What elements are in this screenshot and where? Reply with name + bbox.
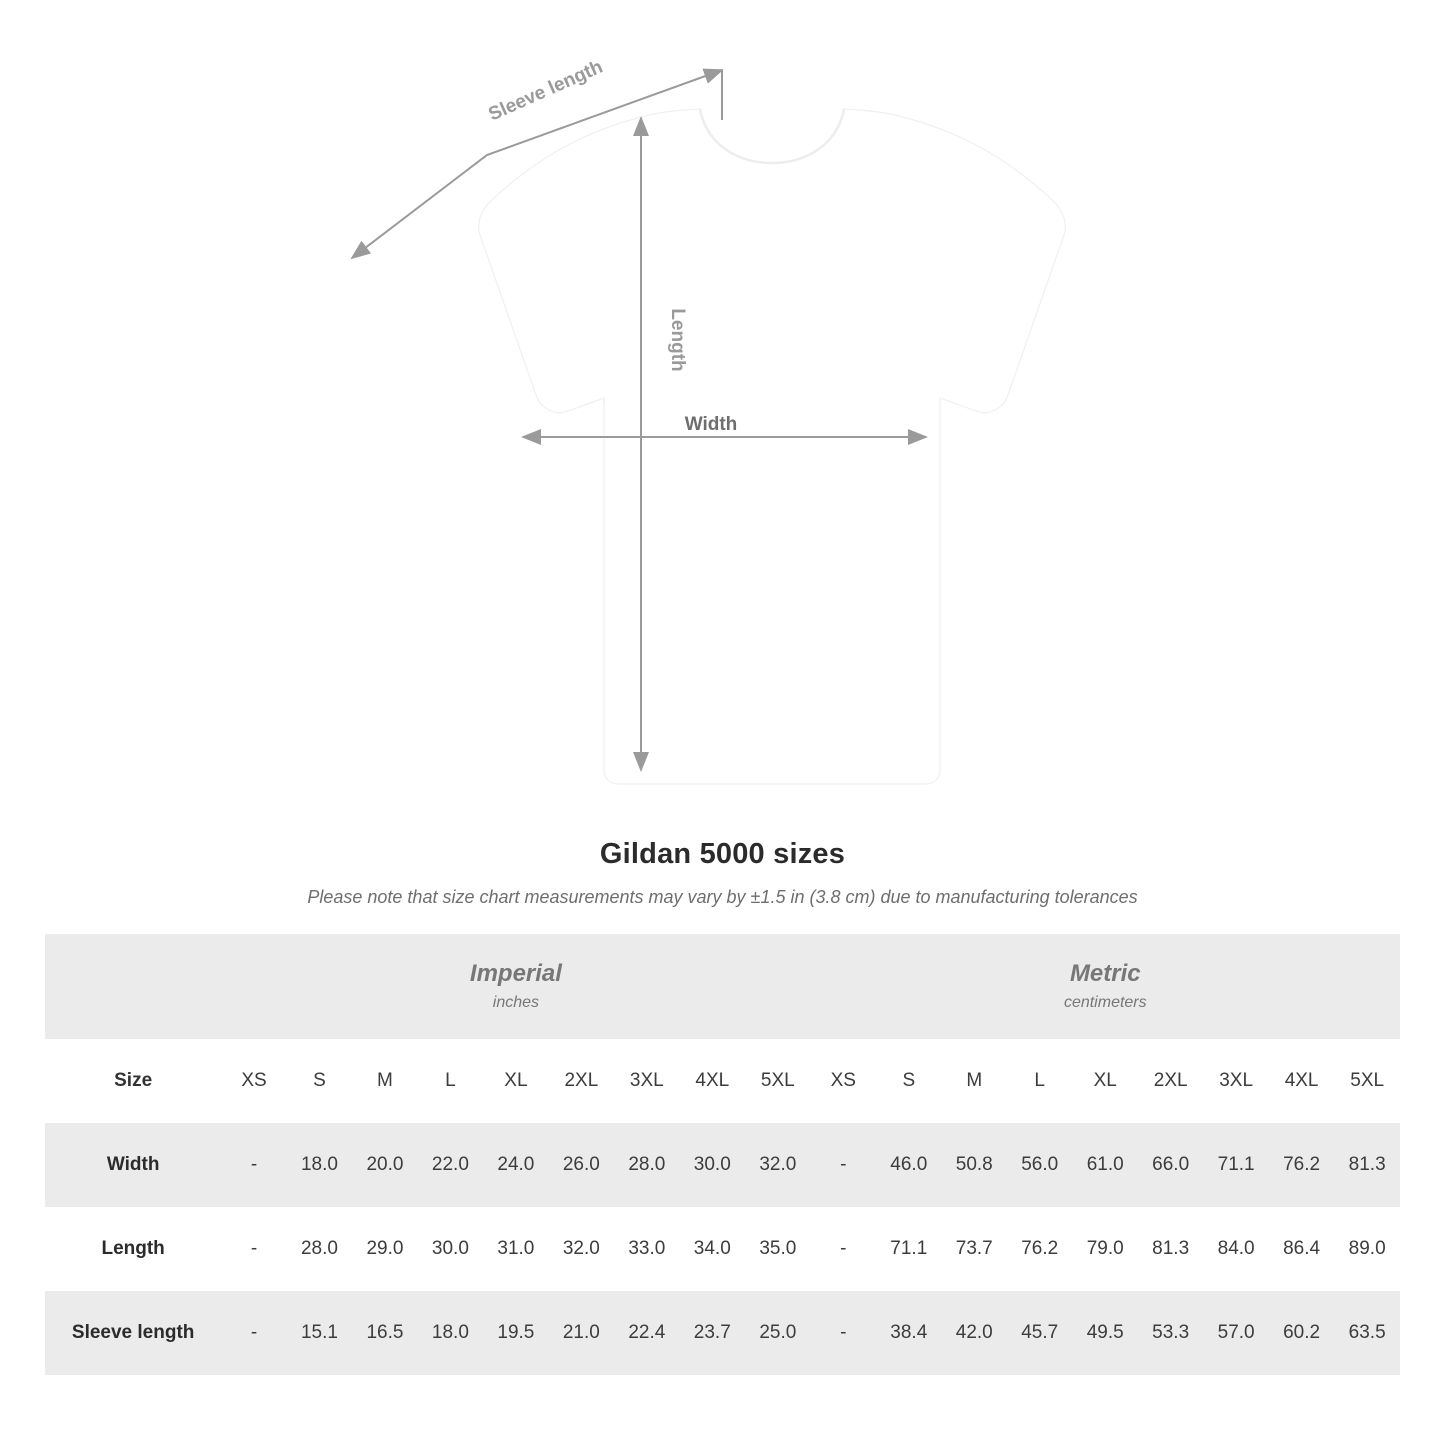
size-col-metric-m: M	[942, 1039, 1007, 1123]
width-label: Width	[684, 414, 738, 435]
table-row	[45, 1291, 1400, 1375]
size-col-imperial-3xl: 3XL	[614, 1039, 679, 1123]
table-row	[45, 1123, 1400, 1207]
size-col-metric-3xl: 3XL	[1203, 1039, 1268, 1123]
length-imperial-m: 29.0	[352, 1207, 417, 1291]
length-imperial-2xl: 32.0	[549, 1207, 614, 1291]
page-title: Gildan 5000 sizes	[599, 838, 846, 870]
length-imperial-l: 30.0	[418, 1207, 483, 1291]
size-header-row	[45, 1039, 1400, 1123]
width-imperial-5xl: 32.0	[745, 1123, 811, 1207]
width-metric-s: 46.0	[876, 1123, 941, 1207]
metric-name: Metric	[1069, 959, 1141, 987]
width-metric-xs: -	[811, 1123, 876, 1207]
length-label: Length	[667, 308, 688, 372]
width-imperial-4xl: 30.0	[680, 1123, 745, 1207]
row-label-sleeve-length: Sleeve length	[45, 1291, 221, 1375]
size-col-metric-4xl: 4XL	[1269, 1039, 1334, 1123]
size-col-metric-s: S	[876, 1039, 941, 1123]
units-header-row	[45, 934, 1400, 1039]
size-header-label: Size	[45, 1039, 221, 1123]
length-imperial-3xl: 33.0	[614, 1207, 679, 1291]
width-metric-2xl: 66.0	[1138, 1123, 1203, 1207]
length-metric-s: 71.1	[876, 1207, 941, 1291]
width-metric-xl: 61.0	[1072, 1123, 1137, 1207]
row-label-length: Length	[45, 1207, 221, 1291]
length-imperial-xs: -	[221, 1207, 286, 1291]
size-col-imperial-2xl: 2XL	[549, 1039, 614, 1123]
size-table-wrap	[45, 934, 1400, 1375]
width-metric-3xl: 71.1	[1203, 1123, 1268, 1207]
metric-sub: centimeters	[1063, 994, 1147, 1012]
width-imperial-l: 22.0	[418, 1123, 483, 1207]
size-table	[45, 934, 1400, 1375]
size-col-imperial-s: S	[287, 1039, 352, 1123]
sleeve-imperial-s: 15.1	[287, 1291, 352, 1375]
table-row	[45, 1207, 1400, 1291]
width-imperial-xl: 24.0	[483, 1123, 548, 1207]
length-metric-l: 76.2	[1007, 1207, 1072, 1291]
length-metric-3xl: 84.0	[1203, 1207, 1268, 1291]
sleeve-metric-xs: -	[811, 1291, 876, 1375]
width-imperial-2xl: 26.0	[549, 1123, 614, 1207]
width-metric-5xl: 81.3	[1334, 1123, 1400, 1207]
units-spacer	[45, 934, 221, 1039]
sleeve-metric-5xl: 63.5	[1334, 1291, 1400, 1375]
size-col-metric-xs: XS	[811, 1039, 876, 1123]
width-metric-m: 50.8	[942, 1123, 1007, 1207]
size-col-imperial-5xl: 5XL	[745, 1039, 811, 1123]
size-col-imperial-xl: XL	[483, 1039, 548, 1123]
length-metric-xl: 79.0	[1072, 1207, 1137, 1291]
sleeve-metric-l: 45.7	[1007, 1291, 1072, 1375]
length-metric-2xl: 81.3	[1138, 1207, 1203, 1291]
size-col-metric-l: L	[1007, 1039, 1072, 1123]
sleeve-imperial-5xl: 25.0	[745, 1291, 811, 1375]
sleeve-metric-3xl: 57.0	[1203, 1291, 1268, 1375]
sleeve-imperial-3xl: 22.4	[614, 1291, 679, 1375]
size-col-metric-5xl: 5XL	[1334, 1039, 1400, 1123]
sleeve-metric-xl: 49.5	[1072, 1291, 1137, 1375]
length-metric-4xl: 86.4	[1269, 1207, 1334, 1291]
sleeve-imperial-xs: -	[221, 1291, 286, 1375]
sleeve-metric-s: 38.4	[876, 1291, 941, 1375]
length-imperial-5xl: 35.0	[745, 1207, 811, 1291]
sleeve-imperial-2xl: 21.0	[549, 1291, 614, 1375]
sleeve-imperial-xl: 19.5	[483, 1291, 548, 1375]
width-imperial-s: 18.0	[287, 1123, 352, 1207]
width-imperial-xs: -	[221, 1123, 286, 1207]
size-col-imperial-l: L	[418, 1039, 483, 1123]
imperial-name: Imperial	[469, 959, 562, 987]
length-metric-m: 73.7	[942, 1207, 1007, 1291]
sleeve-metric-m: 42.0	[942, 1291, 1007, 1375]
sleeve-length-label: Sleeve length	[485, 56, 606, 126]
size-col-imperial-4xl: 4XL	[680, 1039, 745, 1123]
width-metric-l: 56.0	[1007, 1123, 1072, 1207]
size-col-imperial-m: M	[352, 1039, 417, 1123]
title-block	[0, 838, 1445, 908]
width-metric-4xl: 76.2	[1269, 1123, 1334, 1207]
length-imperial-xl: 31.0	[483, 1207, 548, 1291]
size-col-imperial-xs: XS	[221, 1039, 286, 1123]
metric-header	[811, 934, 1400, 1039]
length-imperial-s: 28.0	[287, 1207, 352, 1291]
sleeve-imperial-4xl: 23.7	[680, 1291, 745, 1375]
imperial-sub: inches	[492, 994, 540, 1012]
sleeve-metric-4xl: 60.2	[1269, 1291, 1334, 1375]
length-metric-5xl: 89.0	[1334, 1207, 1400, 1291]
sleeve-imperial-l: 18.0	[418, 1291, 483, 1375]
length-imperial-4xl: 34.0	[680, 1207, 745, 1291]
size-col-metric-2xl: 2XL	[1138, 1039, 1203, 1123]
imperial-header	[221, 934, 810, 1039]
tolerance-note: Please note that size chart measurements may vary by ±1.5 in (3.8 cm) due to manufacturing tolerances	[307, 887, 1138, 907]
sleeve-metric-2xl: 53.3	[1138, 1291, 1203, 1375]
size-col-metric-xl: XL	[1072, 1039, 1137, 1123]
width-imperial-m: 20.0	[352, 1123, 417, 1207]
tshirt-shape	[479, 109, 1066, 784]
length-metric-xs: -	[811, 1207, 876, 1291]
row-label-width: Width	[45, 1123, 221, 1207]
sleeve-imperial-m: 16.5	[352, 1291, 417, 1375]
width-imperial-3xl: 28.0	[614, 1123, 679, 1207]
